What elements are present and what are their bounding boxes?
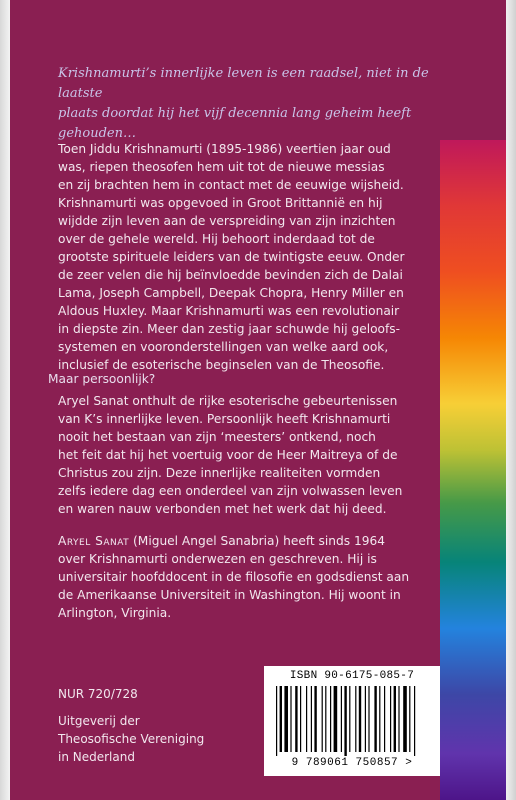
barcode-bar [322, 686, 323, 752]
text-line: zelfs iedere dag een onderdeel van zijn volwassen leven [58, 484, 403, 498]
text-line: en waren nauw verbonden met het werk dat hij deed. [58, 502, 387, 516]
publisher-line: in Nederland [58, 750, 135, 764]
text-line: Arlington, Virginia. [58, 606, 172, 620]
barcode-bar [344, 686, 346, 756]
text-line: over Krishnamurti onderwezen en geschreven. Hij is [58, 552, 377, 566]
section-heading: Maar persoonlijk? [48, 372, 156, 386]
barcode-bar [368, 686, 369, 752]
book-back-cover [10, 0, 506, 800]
text-line: van K’s innerlijke leven. Persoonlijk heeft Krishnamurti [58, 412, 391, 426]
text-line: grootste spirituele leiders van de twintigste eeuw. Onder [58, 250, 405, 264]
text-line: de Amerikaanse Universiteit in Washington. Hij woont in [58, 588, 401, 602]
barcode-bar [276, 686, 277, 756]
barcode-digits: 9 789061 750857 > [291, 757, 413, 769]
barcode-bar [365, 686, 366, 752]
barcode-bar [390, 686, 391, 752]
paragraph-author [58, 532, 438, 622]
publisher-name [58, 712, 258, 766]
text-line: het feit dat hij het voertuig voor de Heer Maitreya of de [58, 448, 398, 462]
text-line: over de gehele wereld. Hij behoort inderdaad tot de [58, 232, 375, 246]
intro-line: plaats doordat hij het vijf decennia lang geheim heeft gehouden… [58, 106, 412, 141]
text-line: systemen en vooronderstellingen van welke aard ook, [58, 340, 389, 354]
barcode-bar [311, 686, 312, 752]
barcode-bar [384, 686, 385, 752]
isbn-text: ISBN 90-6175-085-7 [289, 670, 415, 682]
barcode-bar [330, 686, 331, 752]
barcode-bar [409, 686, 410, 752]
page-edge-left [0, 0, 10, 800]
author-line-rest: (Miguel Angel Sanabria) heeft sinds 1964 [129, 534, 385, 548]
intro-quote [58, 64, 458, 144]
text-line: Aldous Huxley. Maar Krishnamurti was een revolutionair [58, 304, 400, 318]
barcode-bar [341, 686, 342, 752]
rainbow-stripe [440, 140, 506, 800]
text-line: de zeer velen die hij beïnvloedde bevinden zich de Dalai [58, 268, 403, 282]
text-line: wijdde zijn leven aan de verspreiding van zijn inzichten [58, 214, 396, 228]
text-line: inclusief de esoterische beginselen van de Theosofie. [58, 358, 385, 372]
intro-line: Krishnamurti’s innerlijke leven is een raadsel, niet in de laatste [58, 66, 429, 101]
barcode-bar [290, 686, 291, 752]
page-edge-right [506, 0, 516, 800]
barcode-label [264, 666, 440, 776]
barcode-bars [274, 686, 430, 756]
barcode-bar [280, 686, 282, 752]
publisher-line: Theosofische Vereniging [58, 732, 205, 746]
text-line: universitair hoofddocent in de filosofie en godsdienst aan [58, 570, 410, 584]
barcode-bar [314, 686, 316, 752]
barcode-bar [398, 686, 399, 752]
barcode-bar [394, 686, 396, 752]
author-name: Aryel Sanat [58, 534, 130, 548]
text-line: was, riepen theosofen hem uit tot de nieuwe messias [58, 160, 385, 174]
barcode-bar [325, 686, 326, 752]
text-line: in diepste zin. Meer dan zestig jaar schuwde hij geloofs- [58, 322, 401, 336]
barcode-bar [414, 686, 415, 756]
text-line: Aryel Sanat onthult de rijke esoterische gebeurtenissen [58, 394, 398, 408]
text-line: Lama, Joseph Campbell, Deepak Chopra, Henry Miller en [58, 286, 404, 300]
barcode-bar [359, 686, 361, 752]
paragraph-summary [58, 392, 438, 518]
barcode-bar [379, 686, 380, 752]
text-line: en zij brachten hem in contact met de eeuwige wijsheid. [58, 178, 404, 192]
barcode-bar [334, 686, 338, 752]
text-line: nooit het bestaan van zijn ‘meesters’ ontkend, noch [58, 430, 376, 444]
barcode-bar [355, 686, 356, 752]
paragraph-biography [58, 140, 438, 374]
barcode-bar [374, 686, 376, 752]
text-line: Krishnamurti was opgevoed in Groot Brittannië en hij [58, 196, 383, 210]
nur-code: NUR 720/728 [58, 687, 138, 701]
publisher-line: Uitgeverij der [58, 714, 140, 728]
barcode-bar [306, 686, 307, 752]
text-line [58, 532, 438, 550]
text-line: Toen Jiddu Krishnamurti (1895-1986) veertien jaar oud [58, 142, 391, 156]
barcode-bar [403, 686, 407, 752]
barcode-bar [284, 686, 288, 752]
barcode-bar [295, 686, 297, 752]
barcode-bar [349, 686, 350, 752]
barcode-bar [300, 686, 301, 752]
text-line: Christus zou zijn. Deze innerlijke realiteiten vormden [58, 466, 381, 480]
